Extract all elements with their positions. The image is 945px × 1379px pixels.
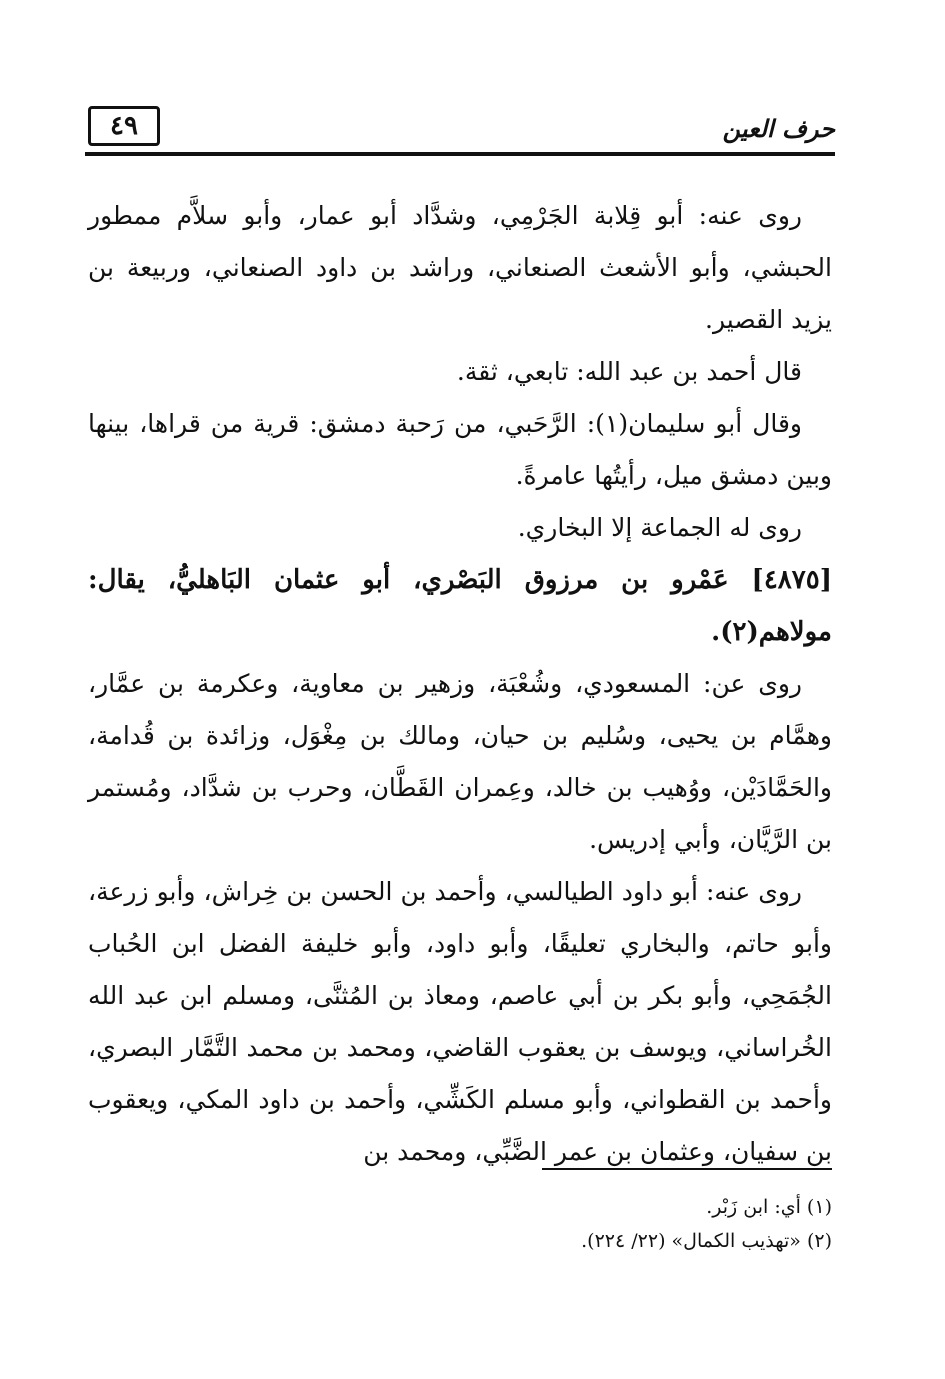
- footnote-2: (٢) «تهذيب الكمال» (٢٢/ ٢٢٤).: [581, 1230, 832, 1252]
- paragraph-narrated-to: روى عنه: أبو داود الطيالسي، وأحمد بن الحسن بن خِراش، وأبو زرعة، وأبو حاتم، والبخاري تعليقًا، وأبو داود، وأبو خليفة الفضل ابن الحُباب الجُمَحِي، وأبو بكر بن أبي عاصم، ومعاذ بن المُثنَّى، ومسلم ابن عبد الله الخُراساني، ويوسف بن يعقوب القاضي، ومحمد بن محمد التَّمَّار البصري، وأحمد بن القطواني، وأبو مسلم الكَشِّي، وأحمد بن داود المكي، ويعقوب بن سفيان، وعثمان بن عمر الضَّبِّي، ومحمد بن: [88, 877, 832, 1166]
- footnote-1: (١) أي: ابن زَبْر.: [706, 1196, 832, 1218]
- header-rule: [85, 152, 835, 156]
- page-header: [85, 100, 835, 160]
- paragraph-abu-sulayman-quote: وقال أبو سليمان(١): الرَّحَبي، من رَحبة دمشق: قرية من قراها، بينها وبين دمشق ميل، رأيتُها عامرةً.: [88, 409, 832, 490]
- paragraph-narrated-by: روى له الجماعة إلا البخاري.: [517, 513, 802, 542]
- page-number: ٤٩: [88, 106, 160, 146]
- footnotes: [112, 1190, 832, 1258]
- main-text: [88, 190, 832, 1178]
- chapter-title: حرف العين: [722, 114, 835, 143]
- paragraph-narrated-from: روى عن: المسعودي، وشُعْبَة، وزهير بن معاوية، وعكرمة بن عمَّار، وهمَّام بن يحيى، وسُليم بن حيان، ومالك بن مِغْوَل، وزائدة بن قُدامة، والحَمَّادَيْن، ووُهيب بن خالد، وعِمران القَطَّان، وحرب بن شدَّاد، ومُستمر بن الرَّيَّان، وأبي إدريس.: [88, 669, 832, 854]
- paragraph-ahmad-quote: قال أحمد بن عبد الله: تابعي، ثقة.: [456, 357, 802, 386]
- entry-heading: [٤٨٧٥] عَمْرو بن مرزوق البَصْري، أبو عثمان البَاهليُّ، يقال: مولاهم(٢).: [88, 565, 832, 647]
- paragraph-narrators-from: روى عنه: أبو قِلابة الجَرْمِي، وشدَّاد أبو عمار، وأبو سلاَّم ممطور الحبشي، وأبو الأشعث الصنعاني، وراشد بن داود الصنعاني، وربيعة بن يزيد القصير.: [88, 201, 832, 334]
- footnote-rule: [542, 1168, 832, 1170]
